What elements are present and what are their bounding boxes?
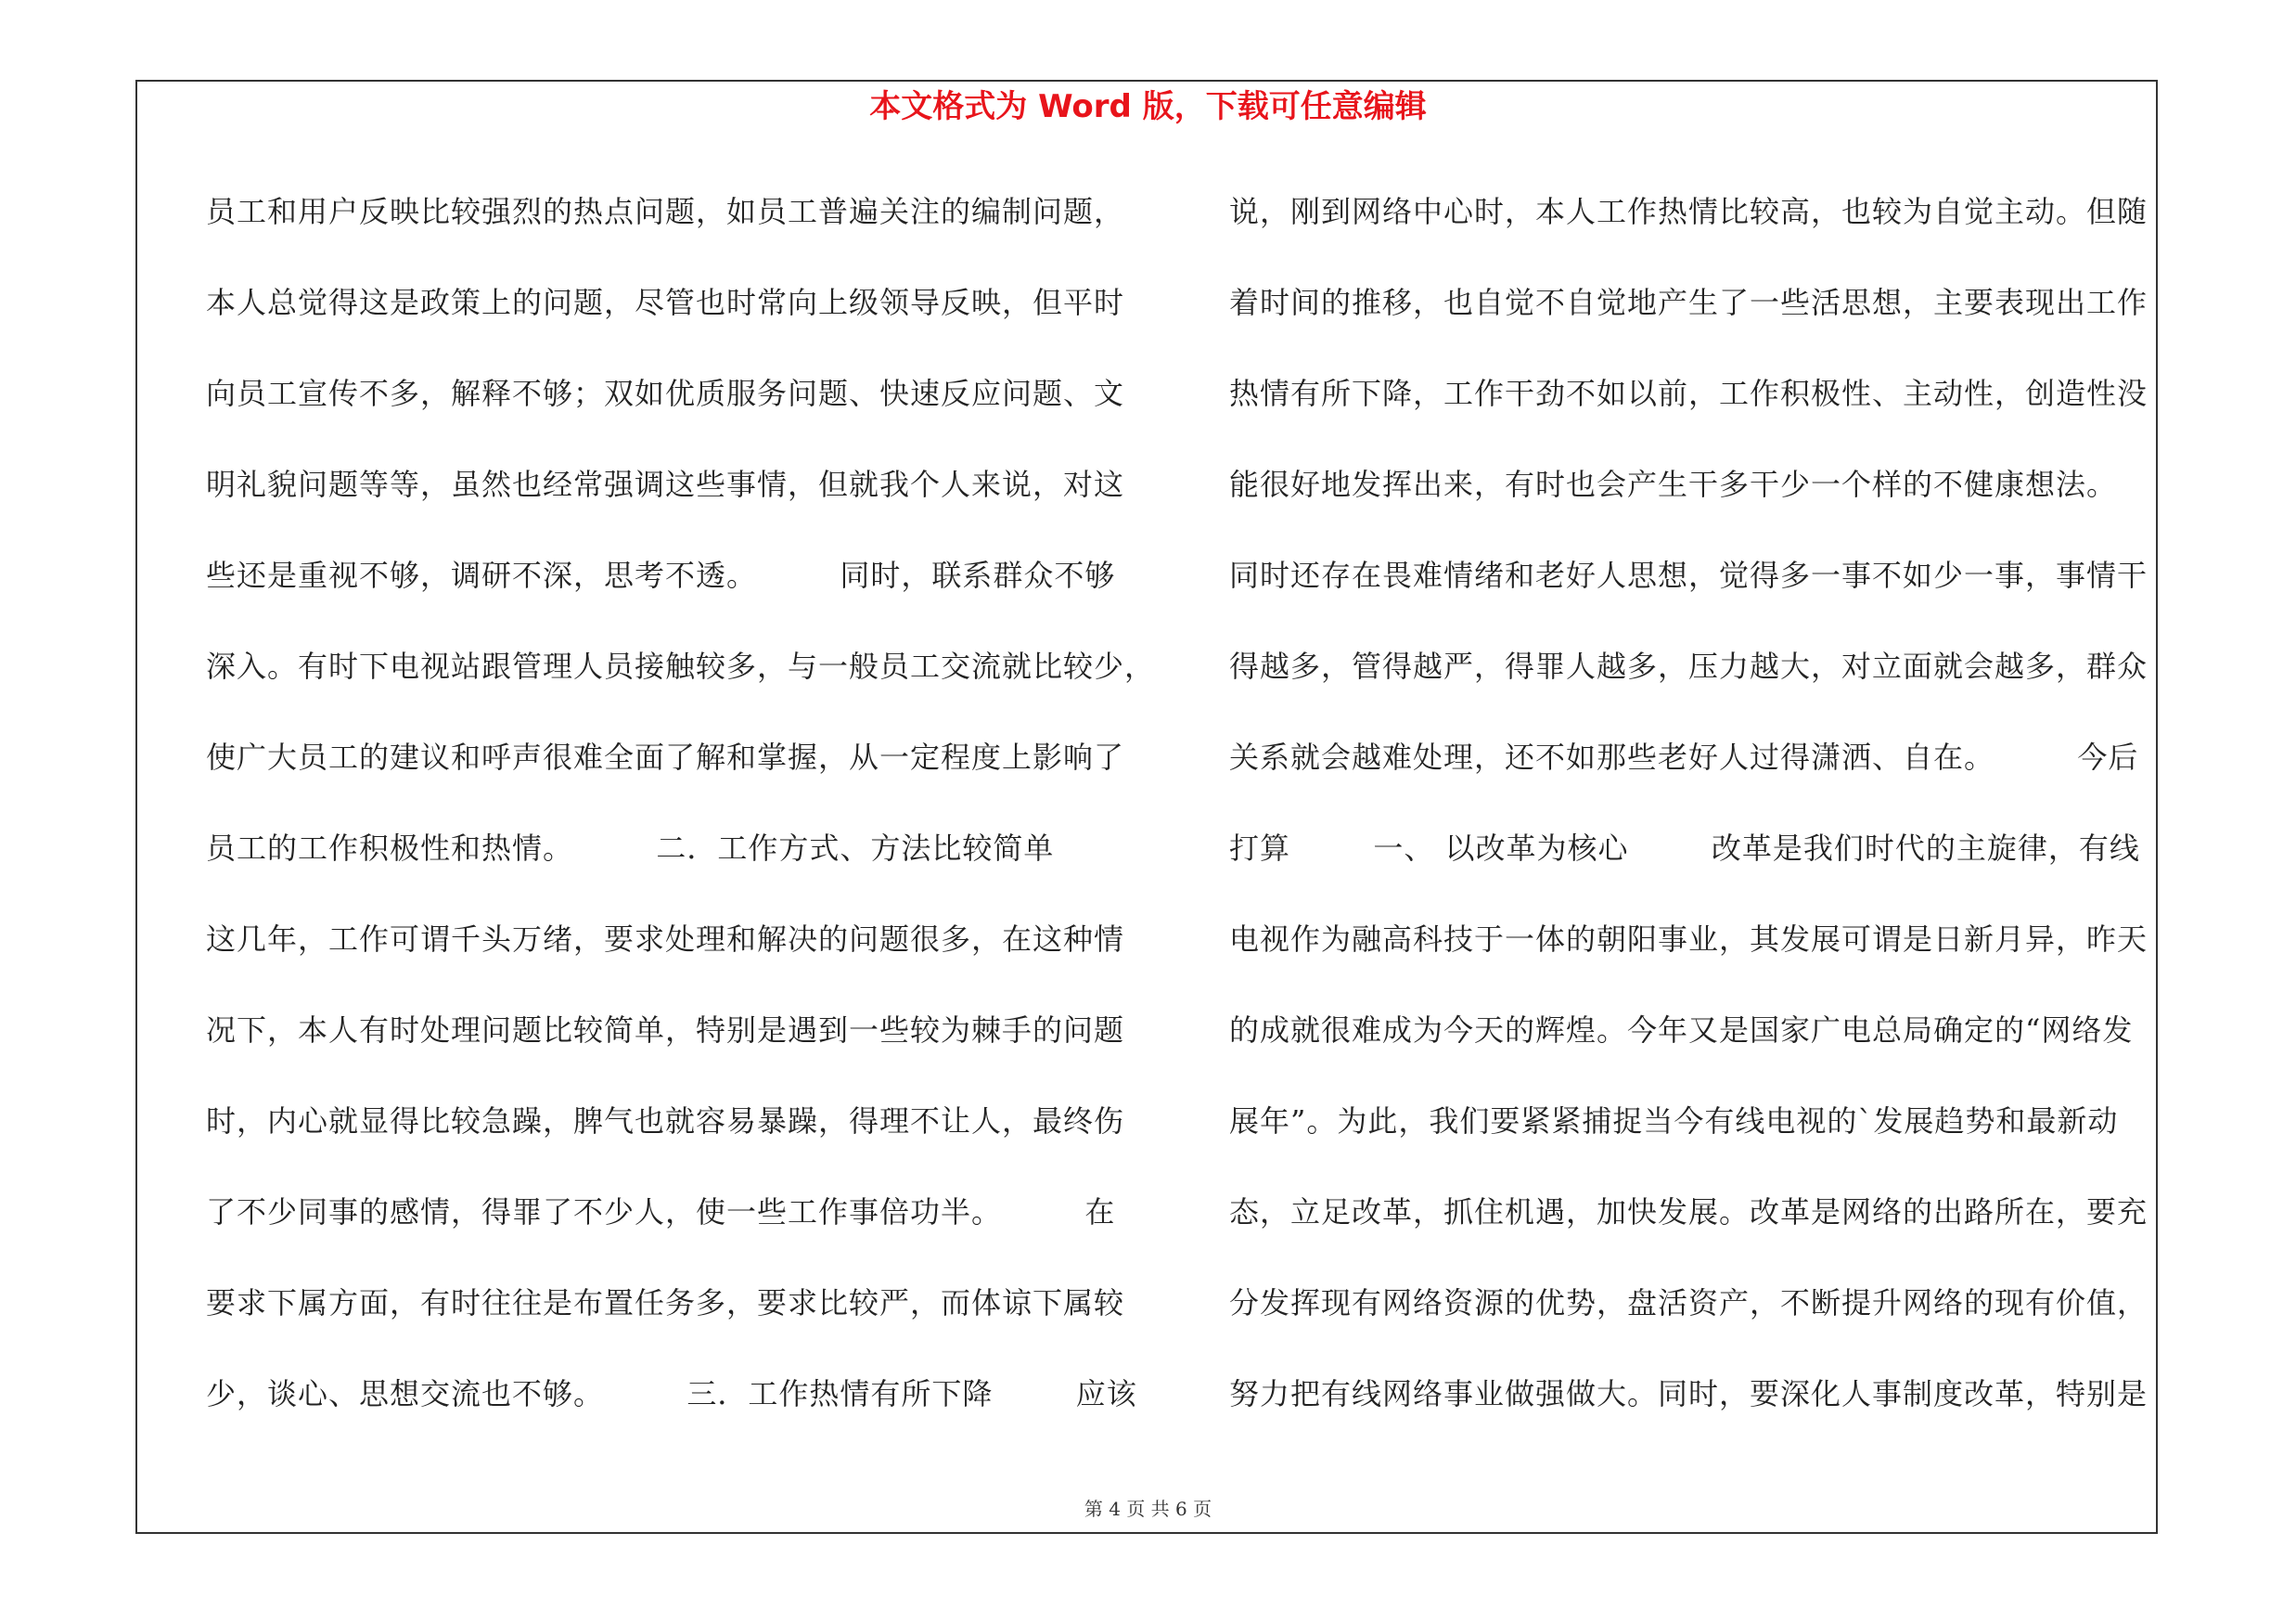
- text-line: 着时间的推移，也自觉不自觉地产生了一些活思想，主要表现出工作: [1229, 285, 2148, 320]
- page-number: 第 4 页 共 6 页: [1084, 1498, 1212, 1520]
- text-line: 分发挥现有网络资源的优势，盘活资产，不断提升网络的现有价值，: [1229, 1285, 2148, 1320]
- text-line: 热情有所下降，工作干劲不如以前，工作积极性、主动性，创造性没: [1229, 376, 2148, 411]
- text-line: 的成就很难成为今天的辉煌。今年又是国家广电总局确定的“网络发: [1229, 1012, 2134, 1048]
- text-line: 同时还存在畏难情绪和老好人思想，觉得多一事不如少一事，事情干: [1229, 558, 2148, 593]
- text-line: 了不少同事的感情，得罪了不少人，使一些工作事倍功半。 在: [206, 1194, 1116, 1230]
- text-line: 使广大员工的建议和呼声很难全面了解和掌握，从一定程度上影响了: [206, 740, 1125, 775]
- text-line: 努力把有线网络事业做强做大。同时，要深化人事制度改革，特别是: [1229, 1376, 2148, 1411]
- right-text-column: [1229, 182, 2164, 1455]
- text-line: 况下，本人有时处理问题比较简单，特别是遇到一些较为棘手的问题: [206, 1012, 1125, 1048]
- text-line: 明礼貌问题等等，虽然也经常强调这些事情，但就我个人来说，对这: [206, 467, 1125, 502]
- text-line: 本人总觉得这是政策上的问题，尽管也时常向上级领导反映，但平时: [206, 285, 1125, 320]
- text-line: 员工的工作积极性和热情。 二．工作方式、方法比较简单: [206, 831, 1055, 866]
- text-line: 员工和用户反映比较强烈的热点问题，如员工普遍关注的编制问题，: [206, 194, 1125, 229]
- left-text-column: [206, 182, 1156, 1455]
- document-header-title: 本文格式为 Word 版，下载可任意编辑: [869, 88, 1427, 125]
- text-line: 少，谈心、思想交流也不够。 三．工作热情有所下降 应该: [206, 1376, 1137, 1411]
- text-line: 深入。有时下电视站跟管理人员接触较多，与一般员工交流就比较少，: [206, 649, 1156, 684]
- text-line: 这几年，工作可谓千头万绪，要求处理和解决的问题很多，在这种情: [206, 921, 1125, 957]
- text-line: 能很好地发挥出来，有时也会产生干多干少一个样的不健康想法。: [1229, 467, 2118, 502]
- text-line: 展年”。为此，我们要紧紧捕捉当今有线电视的`发展趋势和最新动: [1229, 1103, 2119, 1139]
- text-line: 打算 一、 以改革为核心 改革是我们时代的主旋律，有线: [1229, 831, 2140, 866]
- text-line: 时，内心就显得比较急躁，脾气也就容易暴躁，得理不让人，最终伤: [206, 1103, 1125, 1139]
- text-line: 电视作为融高科技于一体的朝阳事业，其发展可谓是日新月异，昨天: [1229, 921, 2148, 957]
- text-line: 要求下属方面，有时往往是布置任务多，要求比较严，而体谅下属较: [206, 1285, 1125, 1320]
- text-line: 得越多，管得越严，得罪人越多，压力越大，对立面就会越多，群众: [1229, 649, 2148, 684]
- text-line: 态，立足改革，抓住机遇，加快发展。改革是网络的出路所在，要充: [1229, 1194, 2148, 1230]
- text-line: 关系就会越难处理，还不如那些老好人过得潇洒、自在。 今后: [1229, 740, 2139, 775]
- text-line: 些还是重视不够，调研不深，思考不透。 同时，联系群众不够: [206, 558, 1116, 593]
- text-line: 向员工宣传不多，解释不够；双如优质服务问题、快速反应问题、文: [206, 376, 1125, 411]
- text-line: 说，刚到网络中心时，本人工作热情比较高，也较为自觉主动。但随: [1229, 194, 2148, 229]
